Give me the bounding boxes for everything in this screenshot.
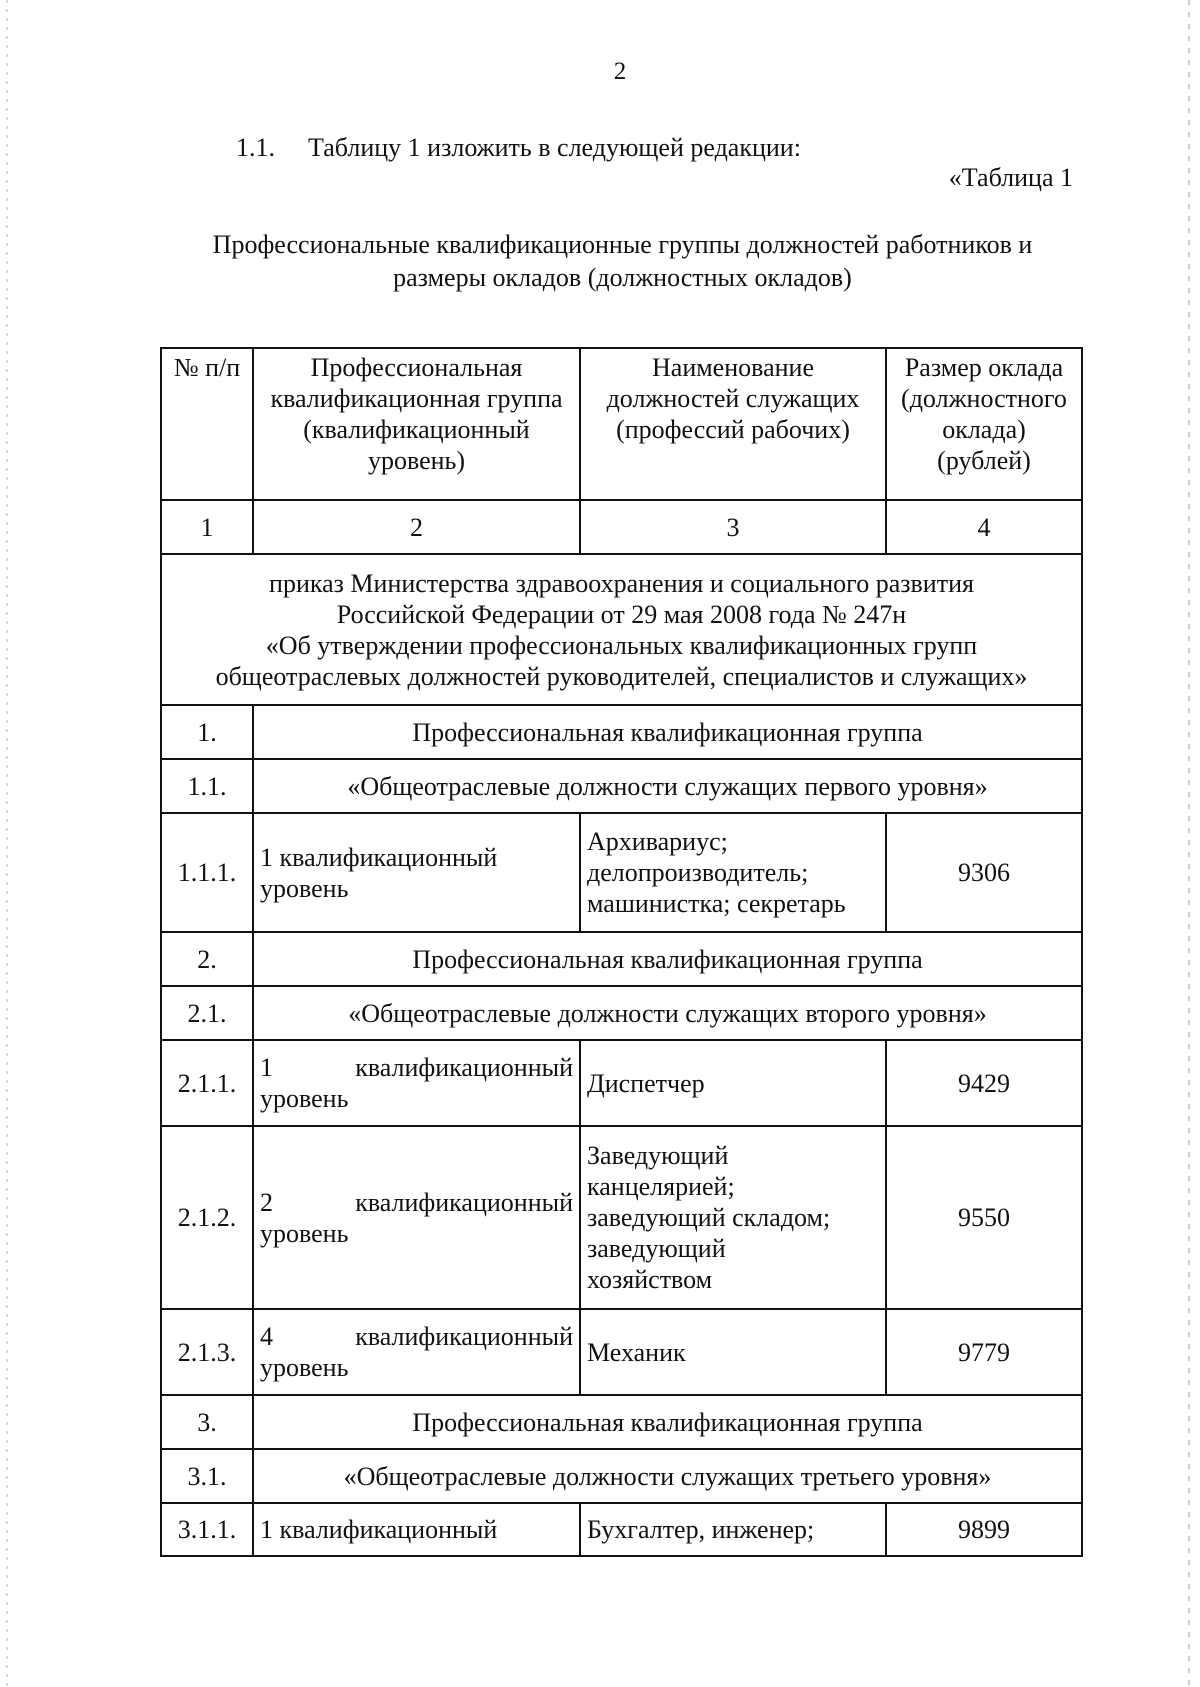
- salary-value: 9306: [886, 813, 1082, 932]
- position-names: Диспетчер: [580, 1040, 886, 1126]
- qualification-level: [253, 1126, 580, 1309]
- position-names: Механик: [580, 1309, 886, 1395]
- row-number: 2.1.1.: [161, 1040, 253, 1126]
- intro-line: [236, 133, 801, 163]
- table-title-line1: Профессиональные квалификационные группы должностей работников и: [212, 230, 1033, 259]
- col-number-2: 2: [253, 500, 580, 554]
- row-number: 3.1.: [161, 1449, 253, 1503]
- header-num: № п/п: [161, 348, 253, 500]
- header-row: [161, 348, 1082, 500]
- row-number: 1.1.: [161, 759, 253, 813]
- salary-value: 9429: [886, 1040, 1082, 1126]
- salary-table: [160, 347, 1083, 1557]
- position-names: Бухгалтер, инженер;: [580, 1503, 886, 1556]
- group-title: Профессиональная квалификационная группа: [253, 705, 1082, 759]
- level-line2: уровень: [260, 1353, 349, 1382]
- position-line2: канцелярией;: [587, 1172, 735, 1201]
- qualification-level: [253, 813, 580, 932]
- qualification-level: [253, 1040, 580, 1126]
- group-title: Профессиональная квалификационная группа: [253, 932, 1082, 986]
- order-line3: «Об утверждении профессиональных квалификационных групп: [265, 630, 978, 660]
- subgroup-title: «Общеотраслевые должности служащих первого уровня»: [253, 759, 1082, 813]
- row-number: 3.1.1.: [161, 1503, 253, 1556]
- group-row: [161, 1395, 1082, 1449]
- row-number: 2.1.3.: [161, 1309, 253, 1395]
- group-row: [161, 932, 1082, 986]
- position-line2: делопроизводитель;: [587, 858, 809, 887]
- level-line2: уровень: [260, 1084, 349, 1113]
- position-names: [580, 813, 886, 932]
- table-title-line2: размеры окладов (должностных окладов): [393, 263, 852, 292]
- intro-number: 1.1.: [236, 133, 275, 162]
- header-positions: Наименование должностей служащих (профессий рабочих): [580, 348, 886, 500]
- salary-value: 9779: [886, 1309, 1082, 1395]
- salary-value: 9899: [886, 1503, 1082, 1556]
- table-title: [170, 228, 1075, 294]
- position-line1: Заведующий: [587, 1141, 729, 1170]
- group-row: [161, 705, 1082, 759]
- row-number: 1.1.1.: [161, 813, 253, 932]
- level-row: [161, 1126, 1082, 1309]
- position-line3: машинистка; секретарь: [587, 889, 846, 918]
- subgroup-title: «Общеотраслевые должности служащих второго уровня»: [253, 986, 1082, 1040]
- level-line1: 4 квалификационный: [260, 1322, 573, 1351]
- row-number: 3.: [161, 1395, 253, 1449]
- level-line1: 1 квалификационный: [260, 1053, 573, 1082]
- order-line1: приказ Министерства здравоохранения и социального развития: [269, 568, 974, 598]
- scan-edge-left: [6, 0, 8, 1687]
- level-row: [161, 813, 1082, 932]
- group-title: Профессиональная квалификационная группа: [253, 1395, 1082, 1449]
- row-number: 2.1.: [161, 986, 253, 1040]
- level-line1: 1 квалификационный: [260, 842, 498, 872]
- level-row: [161, 1503, 1082, 1556]
- qualification-level: 1 квалификационный: [253, 1503, 580, 1556]
- header-group: Профессиональная квалификационная группа (квалификационный уровень): [253, 348, 580, 500]
- col-number-4: 4: [886, 500, 1082, 554]
- scan-edge-right: [1188, 0, 1190, 1687]
- row-number: 2.: [161, 932, 253, 986]
- subgroup-row: [161, 986, 1082, 1040]
- position-line5: хозяйством: [587, 1265, 713, 1294]
- position-names: [580, 1126, 886, 1309]
- row-number: 2.1.2.: [161, 1126, 253, 1309]
- col-number-1: 1: [161, 500, 253, 554]
- level-line2: уровень: [260, 1218, 349, 1248]
- level-row: [161, 1309, 1082, 1395]
- level-line1: 2 квалификационный: [260, 1187, 573, 1217]
- column-number-row: [161, 500, 1082, 554]
- subgroup-row: [161, 1449, 1082, 1503]
- level-row: [161, 1040, 1082, 1126]
- order-row: [161, 554, 1082, 705]
- row-number: 1.: [161, 705, 253, 759]
- subgroup-row: [161, 759, 1082, 813]
- order-line4: общеотраслевых должностей руководителей, специалистов и служащих»: [215, 661, 1028, 691]
- qualification-level: [253, 1309, 580, 1395]
- order-reference: [161, 554, 1082, 705]
- order-line2: Российской Федерации от 29 мая 2008 года № 247н: [336, 599, 907, 629]
- table-caption: «Таблица 1: [948, 163, 1073, 192]
- salary-value: 9550: [886, 1126, 1082, 1309]
- intro-text: Таблицу 1 изложить в следующей редакции:: [308, 133, 801, 162]
- col-number-3: 3: [580, 500, 886, 554]
- position-line1: Архивариус;: [587, 827, 728, 856]
- level-line2: уровень: [260, 873, 349, 903]
- position-line4: заведующий: [587, 1234, 726, 1263]
- subgroup-title: «Общеотраслевые должности служащих третьего уровня»: [253, 1449, 1082, 1503]
- page-number: 2: [613, 58, 627, 85]
- header-salary: Размер оклада (должностного оклада) (рублей): [886, 348, 1082, 500]
- position-line3: заведующий складом;: [587, 1203, 831, 1232]
